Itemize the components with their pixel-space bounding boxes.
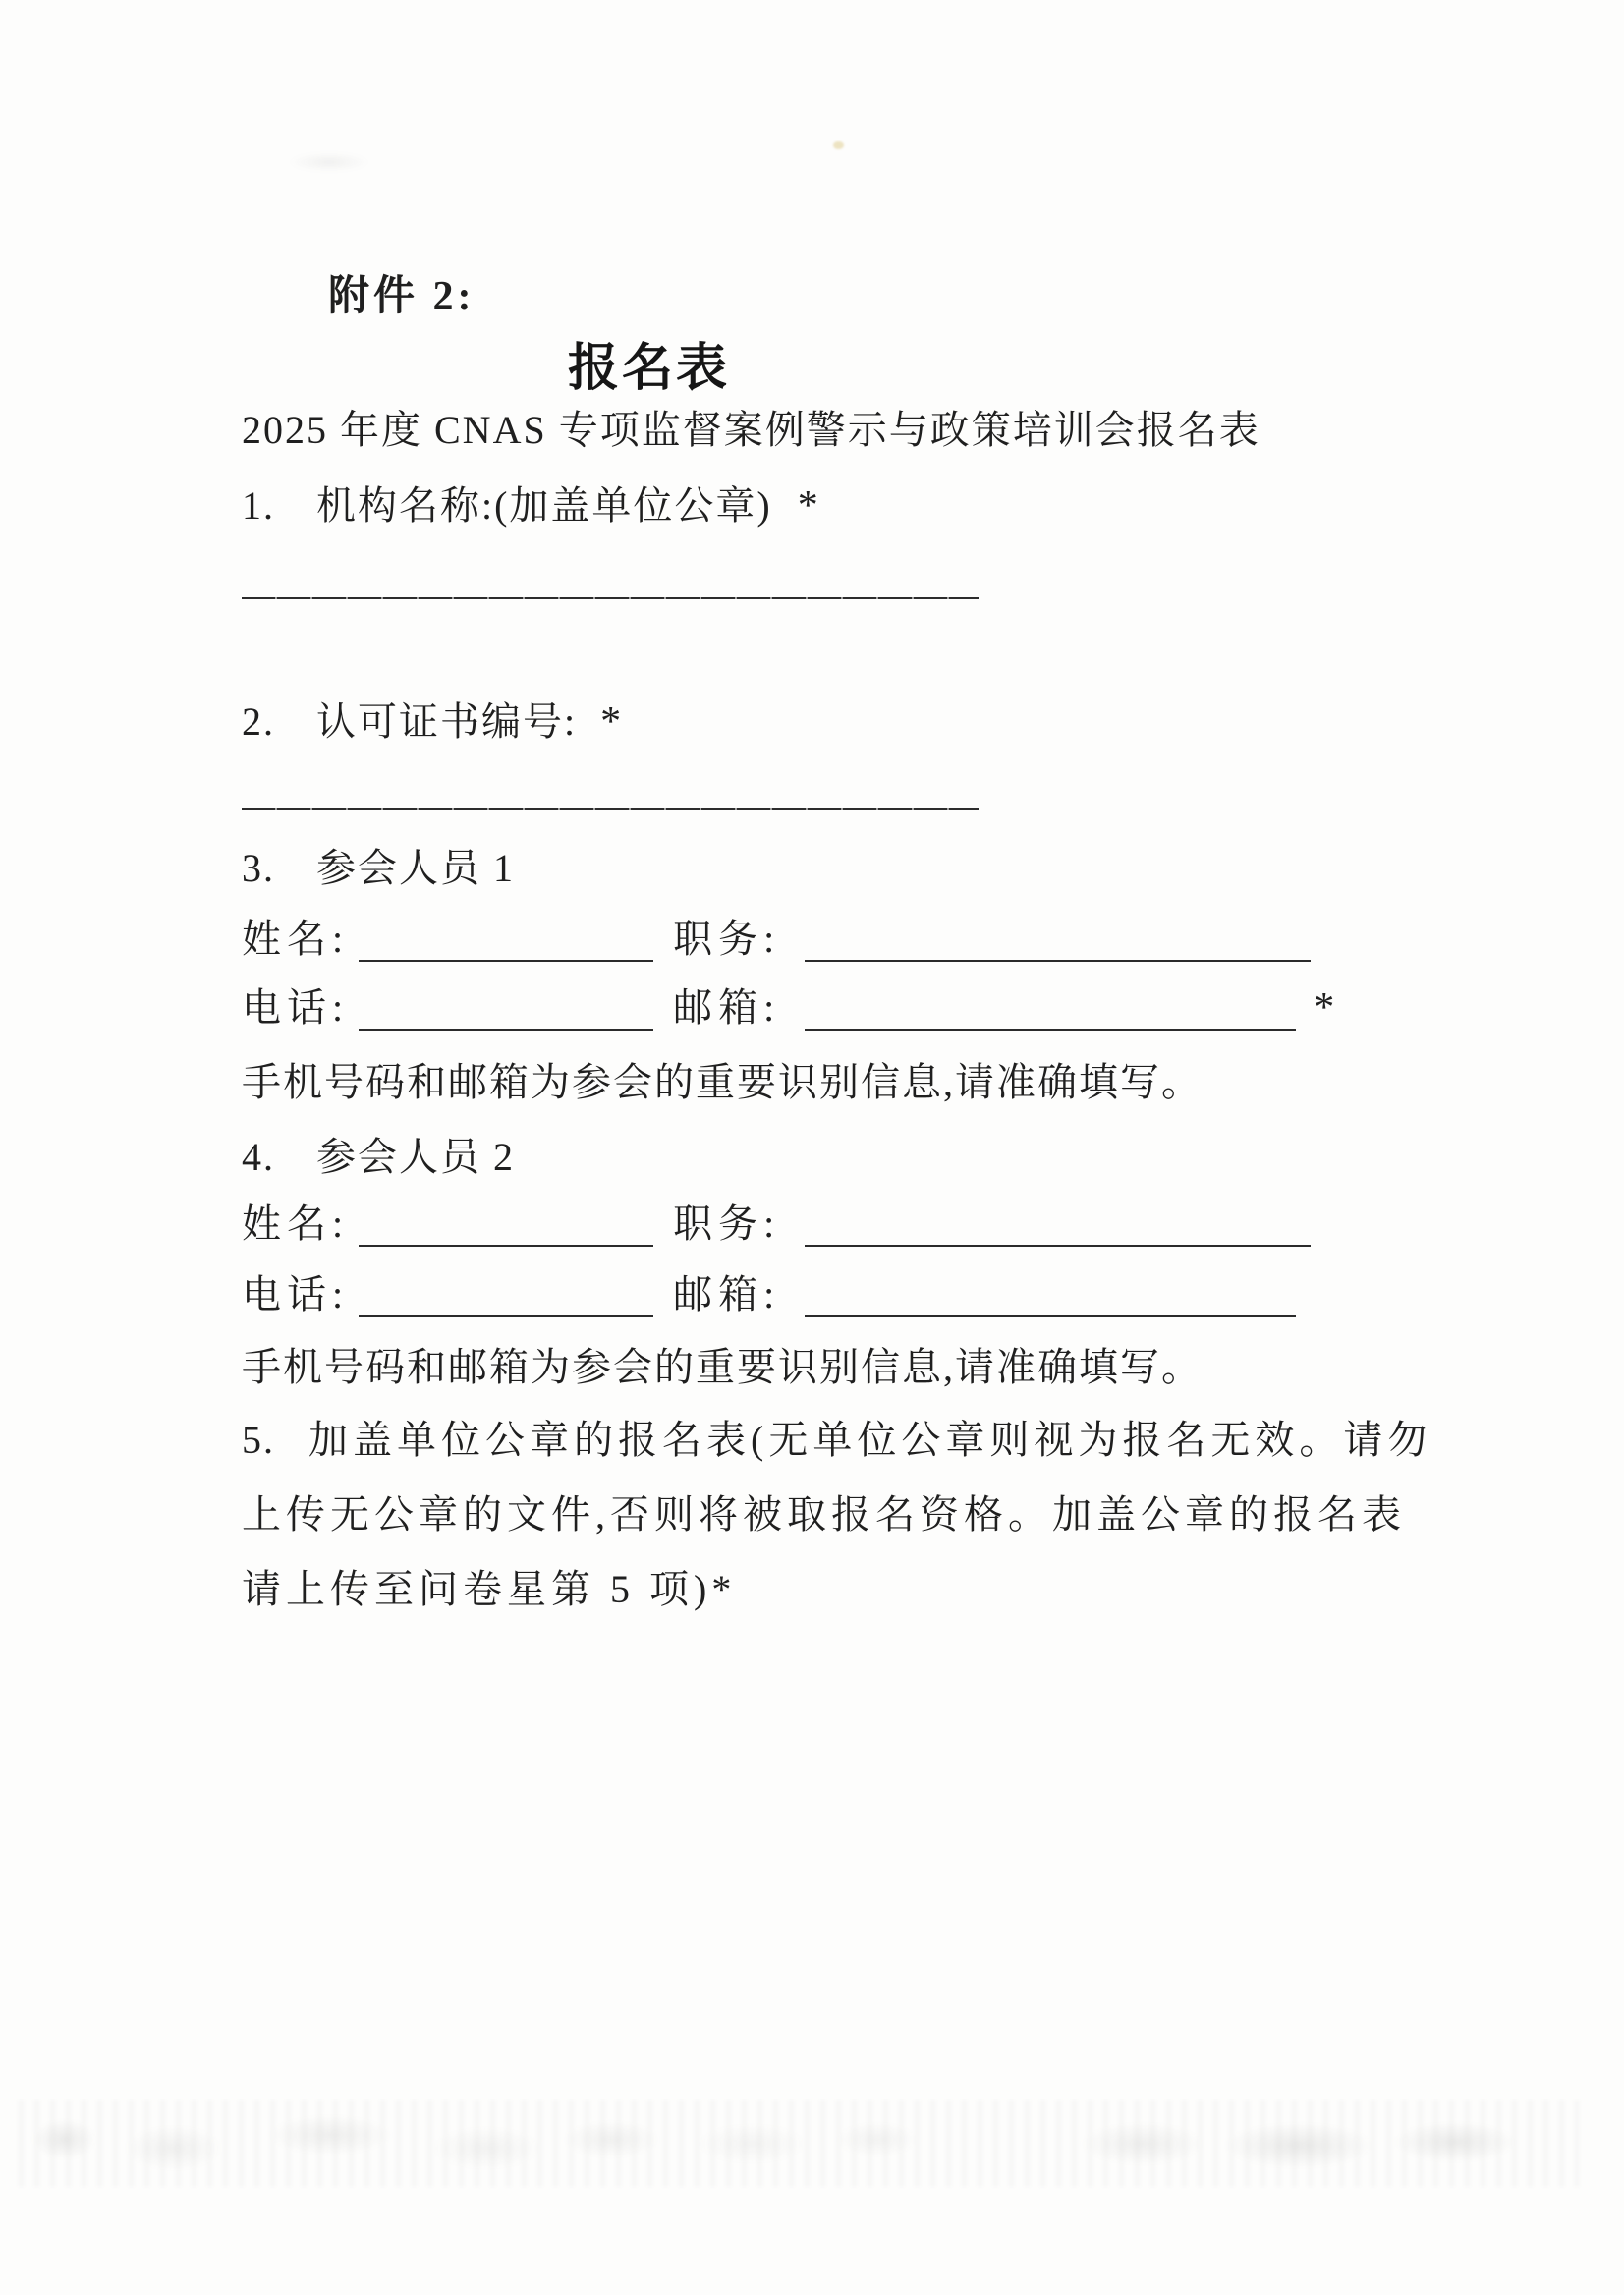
item-1-number: 1.	[242, 483, 275, 528]
phone-label: 电话:	[242, 1272, 350, 1316]
person-2-name-row	[242, 1201, 1311, 1248]
phone-fill-line	[359, 1312, 653, 1317]
job-title-fill-line	[805, 956, 1311, 962]
item-4-label: 参会人员 2	[316, 1135, 515, 1179]
email-fill-line	[805, 1312, 1296, 1317]
name-fill-line	[359, 956, 653, 962]
item-2-fill-line	[242, 808, 979, 810]
item-1-fill-line	[242, 597, 979, 599]
email-fill-line	[805, 1025, 1296, 1031]
person-2-contact-row	[242, 1271, 1296, 1318]
person-2-note: 手机号码和邮箱为参会的重要识别信息,请准确填写。	[242, 1345, 1203, 1389]
item-1-label: 机构名称:(加盖单位公章)	[316, 483, 772, 528]
item-2-row	[242, 699, 623, 746]
item-1-row	[242, 482, 820, 530]
name-fill-line	[359, 1241, 653, 1247]
form-title: 报名表	[568, 341, 731, 397]
attachment-label: 附件 2:	[328, 274, 476, 319]
name-label: 姓名:	[242, 917, 350, 961]
scan-smudge	[275, 149, 383, 175]
form-subtitle: 2025 年度 CNAS 专项监督案例警示与政策培训会报名表	[242, 408, 1260, 452]
item-3-row	[242, 845, 515, 892]
phone-label: 电话:	[242, 985, 350, 1030]
job-title-fill-line	[805, 1241, 1311, 1247]
item-2-required-marker: *	[600, 700, 624, 745]
scan-speck	[833, 141, 844, 149]
person-1-name-row	[242, 916, 1311, 963]
phone-fill-line	[359, 1025, 653, 1031]
item-5-line-1	[242, 1417, 1431, 1464]
job-title-label: 职务:	[673, 1202, 781, 1246]
job-title-label: 职务:	[673, 917, 781, 961]
name-label: 姓名:	[242, 1202, 350, 1246]
item-3-label: 参会人员 1	[316, 846, 515, 890]
item-5-number: 5.	[242, 1418, 275, 1462]
item-1-required-marker: *	[797, 483, 820, 529]
item-5-line-2: 上传无公章的文件,否则将被取报名资格。加盖公章的报名表	[242, 1492, 1406, 1537]
person-1-note: 手机号码和邮箱为参会的重要识别信息,请准确填写。	[242, 1060, 1203, 1104]
email-label: 邮箱:	[673, 1272, 781, 1316]
email-required-marker: *	[1314, 985, 1337, 1031]
item-4-number: 4.	[242, 1135, 275, 1179]
person-1-contact-row	[242, 984, 1336, 1032]
item-2-label: 认可证书编号:	[316, 700, 578, 744]
item-4-row	[242, 1134, 515, 1181]
item-5-line-3: 请上传至问卷星第 5 项)*	[242, 1567, 737, 1611]
item-3-number: 3.	[242, 846, 275, 890]
item-5-text-line-1: 加盖单位公章的报名表(无单位公章则视为报名无效。请勿	[308, 1418, 1432, 1462]
scan-bleedthrough-band	[18, 2100, 1580, 2187]
item-2-number: 2.	[242, 700, 275, 744]
email-label: 邮箱:	[673, 985, 781, 1030]
